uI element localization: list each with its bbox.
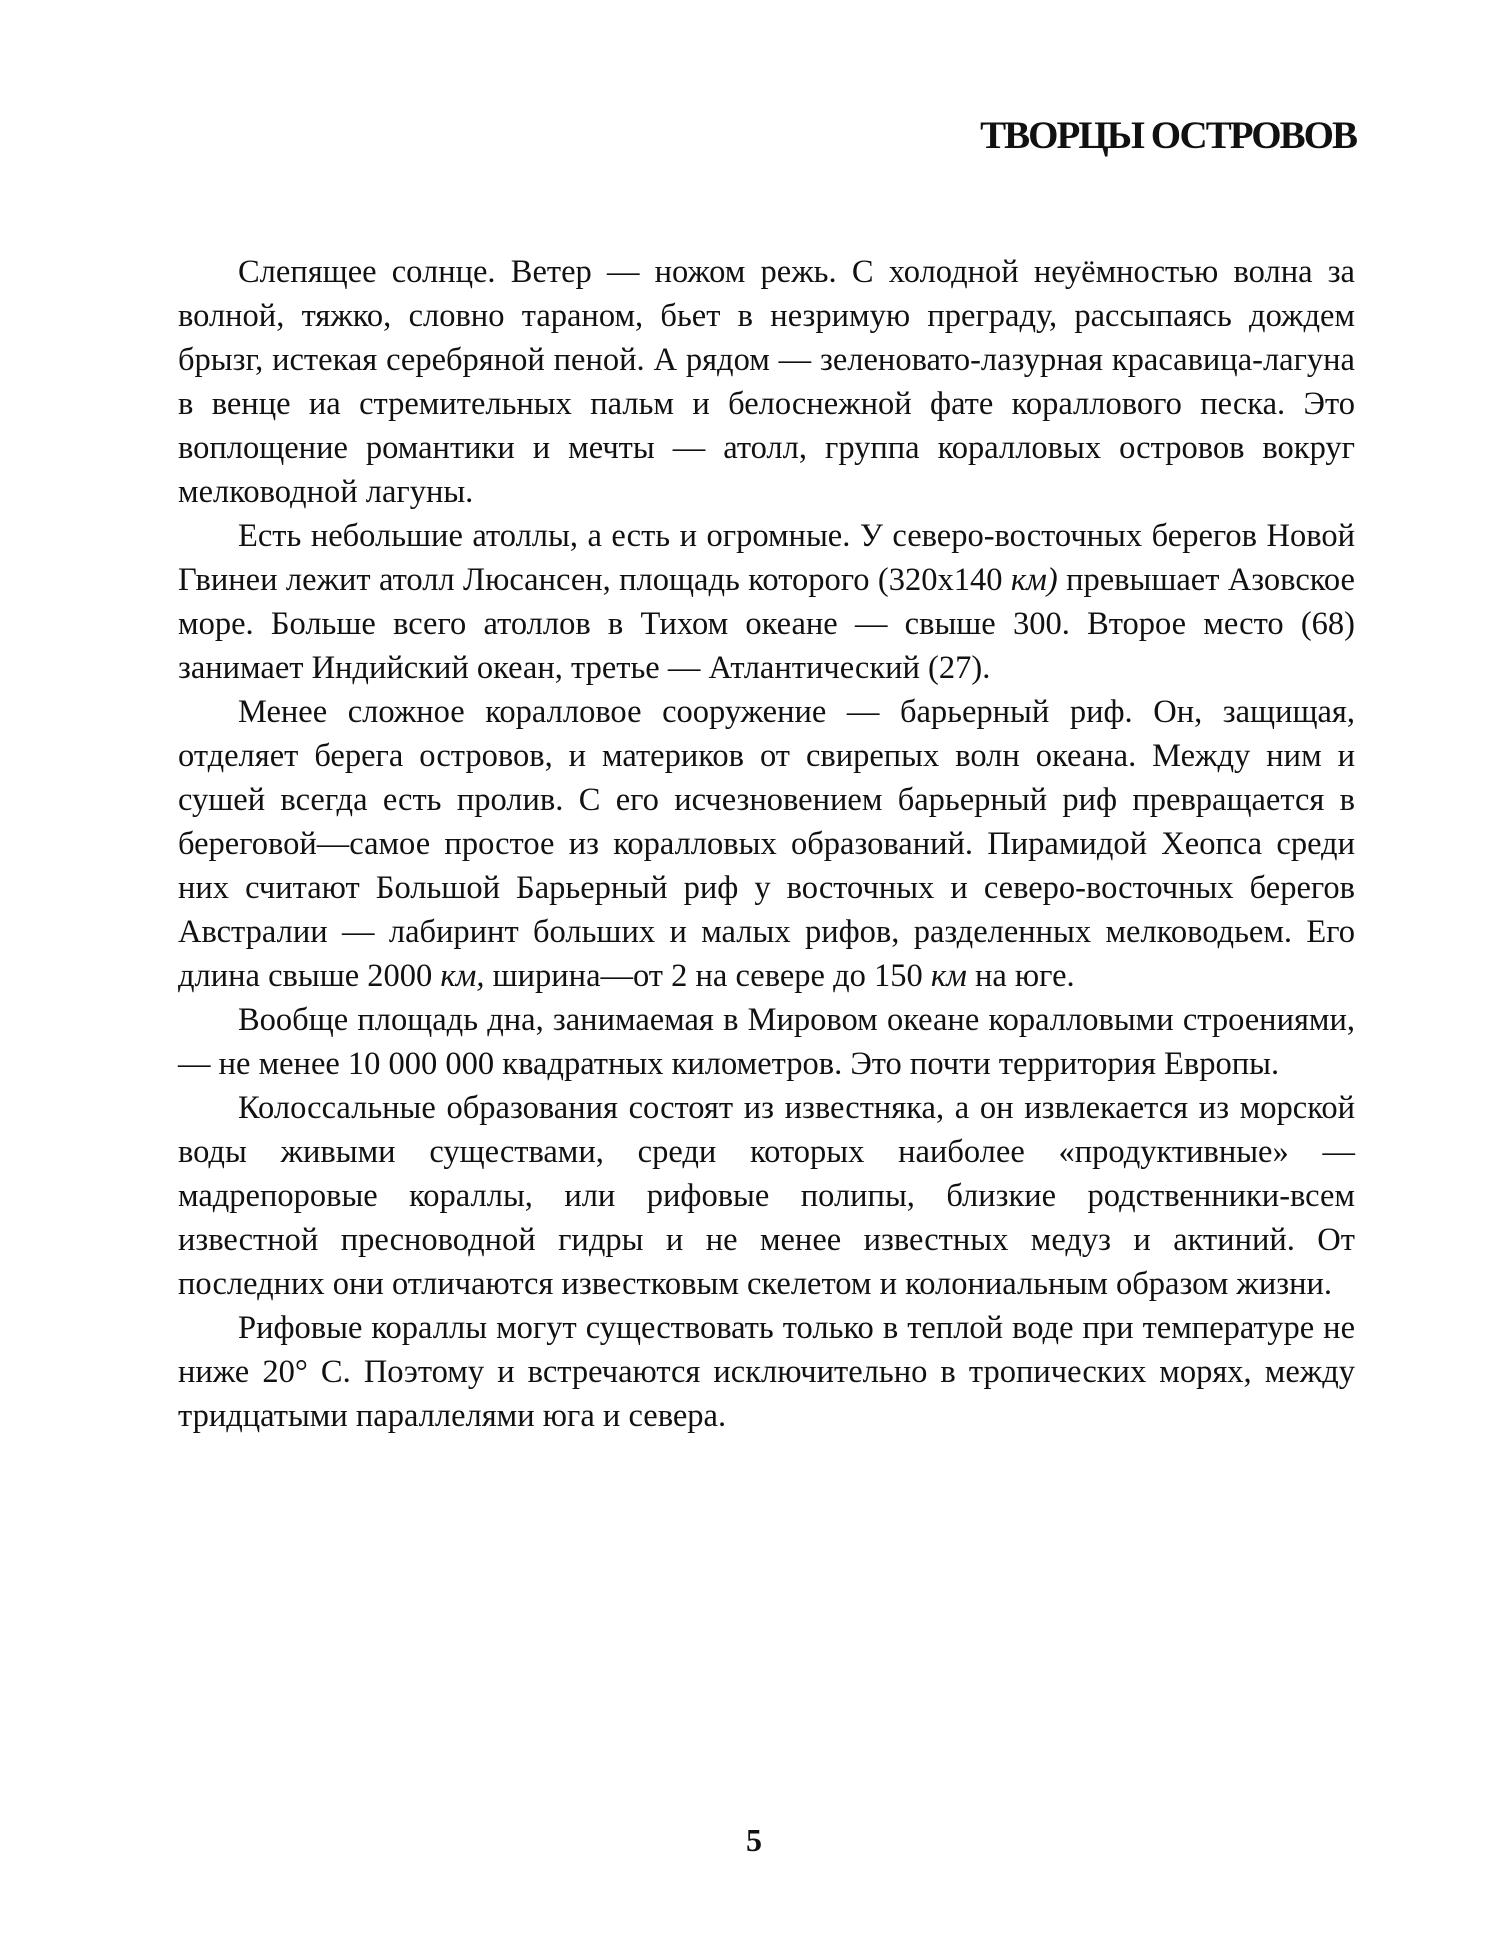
paragraph-4 (178, 998, 1355, 1086)
paragraph-3 (178, 690, 1355, 998)
paragraph-1 (178, 250, 1355, 514)
paragraph-2 (178, 514, 1355, 690)
text-run: Слепящее солнце. Ветер — ножом режь. С холодной неуёмностью волна за волной, тяжко, словно тараном, бьет в незримую преграду, рассыпаясь дождем брызг, истекая серебряной пеной. А рядом — зеленовато-лазурная красавица-лагуна в венце иа стремительных пальм и белоснежной фате кораллового песка. Это воплощение романтики и мечты — атолл, группа коралловых островов вокруг мелководной лагуны. (178, 254, 1355, 510)
text-run: на юге. (966, 958, 1075, 994)
text-run: Есть небольшие атоллы, а есть и огромные. У северо-восточных берегов Новой Гвинеи лежит атолл Люсансен, площадь которого (320x140 (178, 518, 1355, 598)
paragraph-5 (178, 1086, 1355, 1306)
text-run: Рифовые кораллы могут существовать только в теплой воде при температуре не ниже 20° С. Поэтому и встречаются исключительно в тропических морях, между тридцатыми параллелями юга и севера. (178, 1310, 1355, 1434)
unit-km: км) (1010, 562, 1058, 598)
chapter-title: ТВОРЦЫ ОСТРОВОВ (980, 114, 1356, 157)
paragraph-6 (178, 1306, 1355, 1438)
page-number: 5 (746, 1822, 762, 1858)
text-run: Вообще площадь дна, занимаемая в Мировом океане коралловыми строениями,— не менее 10 000 000 квадратных километров. Это почти территория Европы. (178, 1002, 1355, 1082)
text-run: Колоссальные образования состоят из известняка, а он извлекается из морской воды живыми существами, среди которых наиболее «продуктивные» — мадрепоровые кораллы, или рифовые полипы, близкие родственники-всем известной пресноводной гидры и не менее известных медуз и актиний. От последних они отличаются известковым скелетом и колониальным образом жизни. (178, 1090, 1355, 1302)
unit-km: км, (440, 958, 485, 994)
text-run: ширина—от 2 на севере до 150 (484, 958, 931, 994)
unit-km: км (930, 958, 967, 994)
body-text (178, 250, 1355, 1438)
text-run: Менее сложное коралловое сооружение — барьерный риф. Он, защищая, отделяет берега островов, и материков от свирепых волн океана. Между ним и сушей всегда есть пролив. С его исчезновением барьерный риф превращается в береговой—самое простое из коралловых образований. Пирамидой Хеопса среди них считают Большой Барьерный риф у восточных и северо-восточных берегов Австралии — лабиринт больших и малых рифов, разделенных мелководьем. Его длина свыше 2000 (178, 694, 1355, 994)
text-run: превышает Азовское море. Больше всего атоллов в Тихом океане — свыше 300. Второе место (68) занимает Индийский океан, третье — Атлантический (27). (178, 562, 1355, 686)
